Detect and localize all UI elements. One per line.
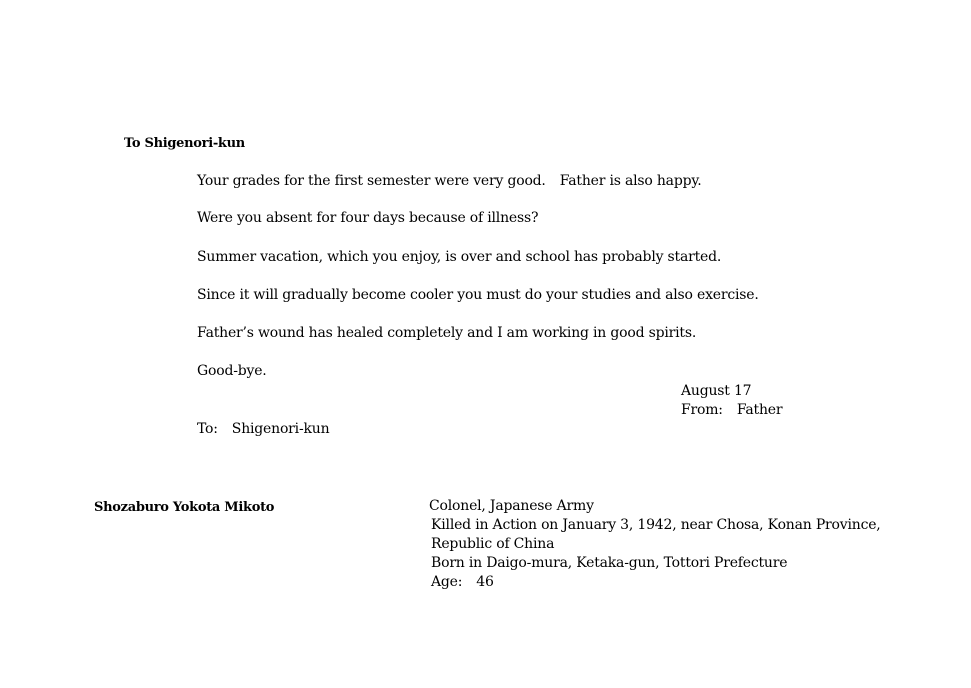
to-label: To:	[197, 421, 218, 437]
paragraph-wound: Father’s wound has healed completely and I am working in good spirits.	[197, 325, 697, 341]
letter-to	[197, 420, 329, 439]
writer-birthplace: Born in Daigo-mura, Ketaka-gun, Tottori Prefecture	[431, 555, 788, 571]
from-label: From:	[681, 402, 723, 418]
writer-name: Shozaburo Yokota Mikoto	[94, 500, 275, 515]
paragraph-absence: Were you absent for four days because of illness?	[197, 210, 539, 226]
to-name: Shigenori-kun	[231, 421, 330, 437]
letter-date: August 17	[681, 383, 752, 399]
age-label: Age:	[431, 574, 463, 590]
father-happy-sentence: Father is also happy.	[559, 173, 702, 189]
paragraph-exercise: Since it will gradually become cooler you must do your studies and also exercise.	[197, 287, 759, 303]
salutation: To Shigenori-kun	[124, 136, 245, 151]
age-value: 46	[476, 574, 494, 590]
letter-from	[681, 401, 782, 420]
writer-rank: Colonel, Japanese Army	[429, 498, 594, 514]
from-name: Father	[736, 402, 783, 418]
paragraph-summer: Summer vacation, which you enjoy, is over and school has probably started.	[197, 249, 722, 265]
paragraph-grades	[197, 172, 701, 191]
writer-age	[431, 573, 494, 592]
grades-sentence: Your grades for the first semester were very good.	[197, 173, 546, 189]
writer-death-line-1: Killed in Action on January 3, 1942, near Chosa, Konan Province,	[431, 517, 881, 533]
paragraph-goodbye: Good-bye.	[197, 363, 267, 379]
writer-death-line-2: Republic of China	[431, 536, 555, 552]
